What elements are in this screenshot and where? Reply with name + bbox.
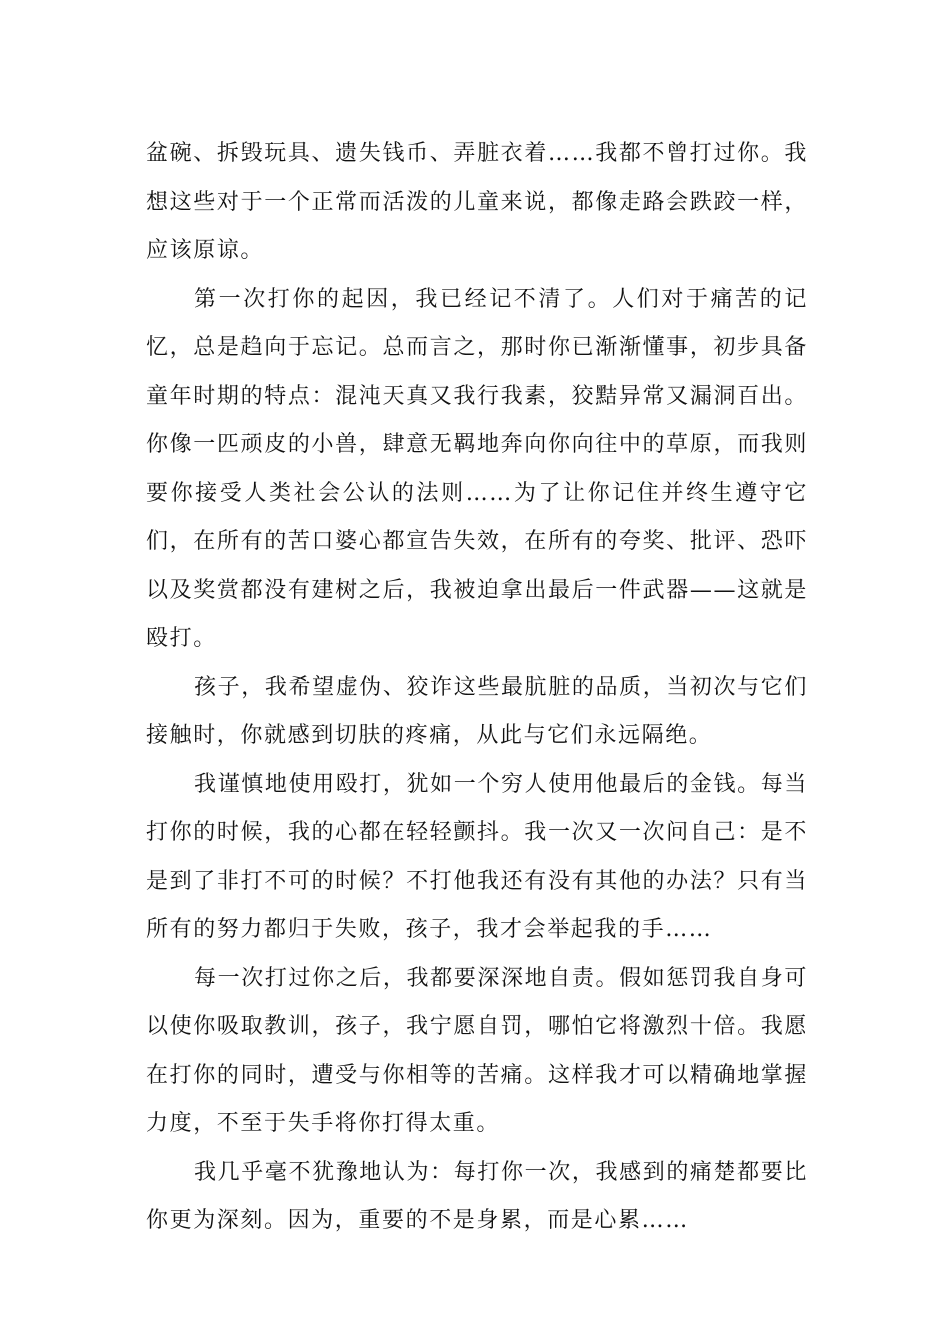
paragraph-1: 盆碗、拆毁玩具、遗失钱币、弄脏衣着……我都不曾打过你。我想这些对于一个正常而活泼的儿童来说，都像走路会跌跤一样，应该原谅。 xyxy=(146,141,808,263)
paragraph-6: 我几乎毫不犹豫地认为：每打你一次，我感到的痛楚都要比你更为深刻。因为，重要的不是身累，而是心累…… xyxy=(146,1159,808,1233)
paragraph-3: 孩子，我希望虚伪、狡诈这些最肮脏的品质，当初次与它们接触时，你就感到切肤的疼痛，从此与它们永远隔绝。 xyxy=(146,674,808,748)
paragraph-2: 第一次打你的起因，我已经记不清了。人们对于痛苦的记忆，总是趋向于忘记。总而言之，那时你已渐渐懂事，初步具备童年时期的特点：混沌天真又我行我素，狡黠异常又漏洞百出。你像一匹顽皮的小兽，肆意无羁地奔向你向往中的草原，而我则要你接受人类社会公认的法则……为了让你记住并终生遵守它们，在所有的苦口婆心都宣告失效，在所有的夸奖、批评、恐吓以及奖赏都没有建树之后，我被迫拿出最后一件武器——这就是殴打。 xyxy=(146,286,808,651)
document-body xyxy=(146,130,808,1246)
paragraph-5: 每一次打过你之后，我都要深深地自责。假如惩罚我自身可以使你吸取教训，孩子，我宁愿自罚，哪怕它将激烈十倍。我愿在打你的同时，遭受与你相等的苦痛。这样我才可以精确地掌握力度，不至于失手将你打得太重。 xyxy=(146,965,808,1136)
paragraph-4: 我谨慎地使用殴打，犹如一个穷人使用他最后的金钱。每当打你的时候，我的心都在轻轻颤抖。我一次又一次问自己：是不是到了非打不可的时候？不打他我还有没有其他的办法？只有当所有的努力都归于失败，孩子，我才会举起我的手…… xyxy=(146,771,808,942)
